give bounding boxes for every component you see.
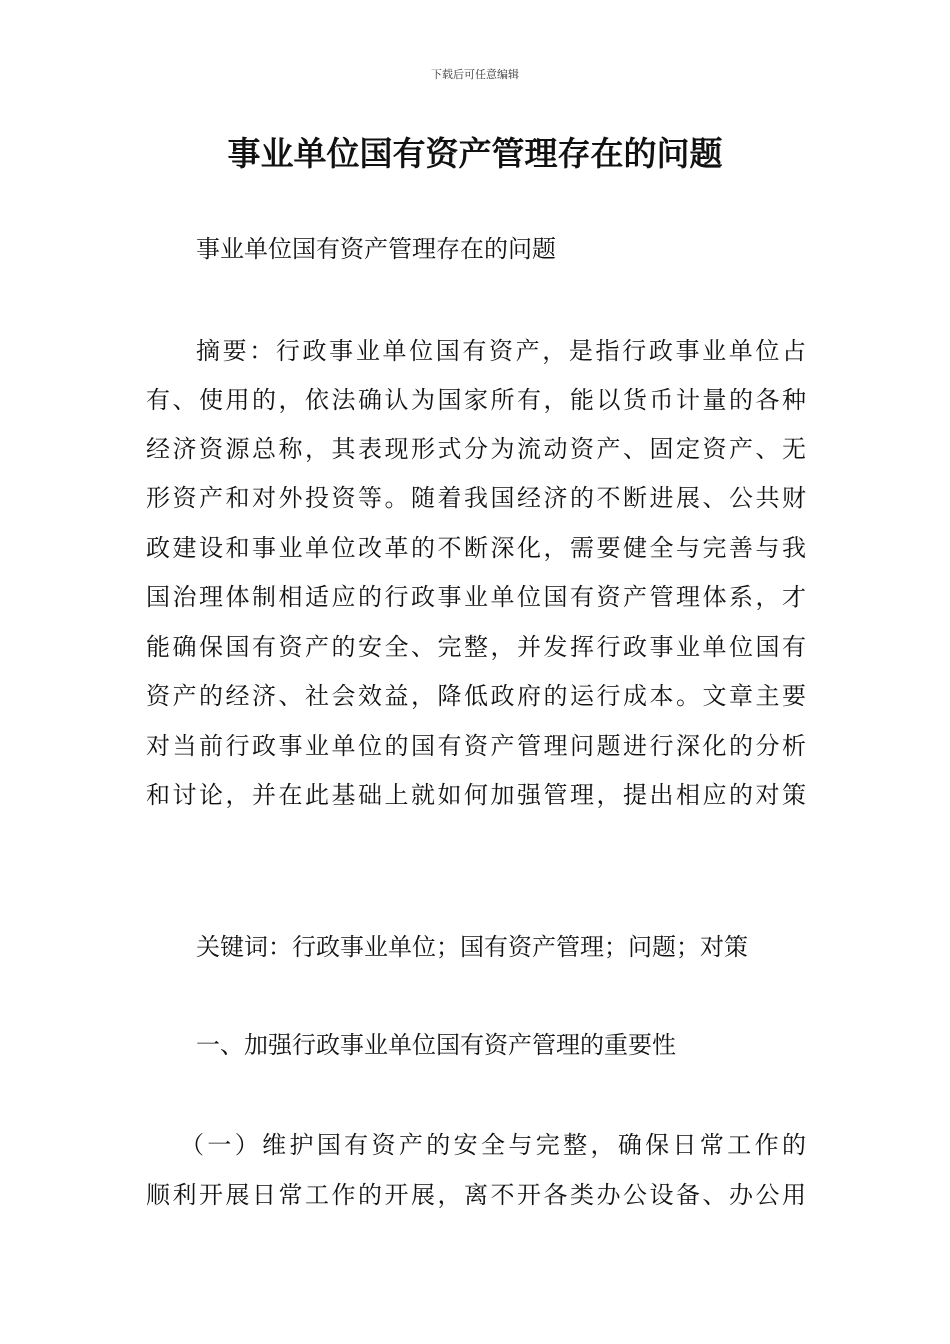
abstract-line: 对当前行政事业单位的国有资产管理问题进行深化的分析: [146, 732, 806, 760]
abstract-line: 经济资源总称，其表现形式分为流动资产、固定资产、无: [146, 435, 806, 463]
abstract-line: 政建设和事业单位改革的不断深化，需要健全与完善与我: [146, 534, 806, 562]
abstract-line: 摘要：行政事业单位国有资产，是指行政事业单位占: [196, 337, 806, 365]
subsection-line: 顺利开展日常工作的开展，离不开各类办公设备、办公用: [146, 1181, 806, 1209]
section-heading: 一、加强行政事业单位国有资产管理的重要性: [196, 1031, 676, 1059]
abstract-line: 有、使用的，依法确认为国家所有，能以货币计量的各种: [146, 386, 806, 414]
abstract-line: 国治理体制相适应的行政事业单位国有资产管理体系，才: [146, 583, 806, 611]
keywords: 关键词：行政事业单位；国有资产管理；问题；对策: [196, 933, 748, 961]
subsection-line: （一）维护国有资产的安全与完整，确保日常工作的: [180, 1131, 806, 1159]
header-note: 下载后可任意编辑: [431, 68, 519, 81]
abstract-line: 和讨论，并在此基础上就如何加强管理，提出相应的对策: [146, 781, 806, 809]
subtitle: 事业单位国有资产管理存在的问题: [196, 235, 556, 263]
abstract-line: 形资产和对外投资等。随着我国经济的不断进展、公共财: [146, 484, 806, 512]
abstract-line: 资产的经济、社会效益，降低政府的运行成本。文章主要: [146, 682, 806, 710]
document-title: 事业单位国有资产管理存在的问题: [227, 134, 723, 173]
abstract-line: 能确保国有资产的安全、完整，并发挥行政事业单位国有: [146, 633, 806, 661]
